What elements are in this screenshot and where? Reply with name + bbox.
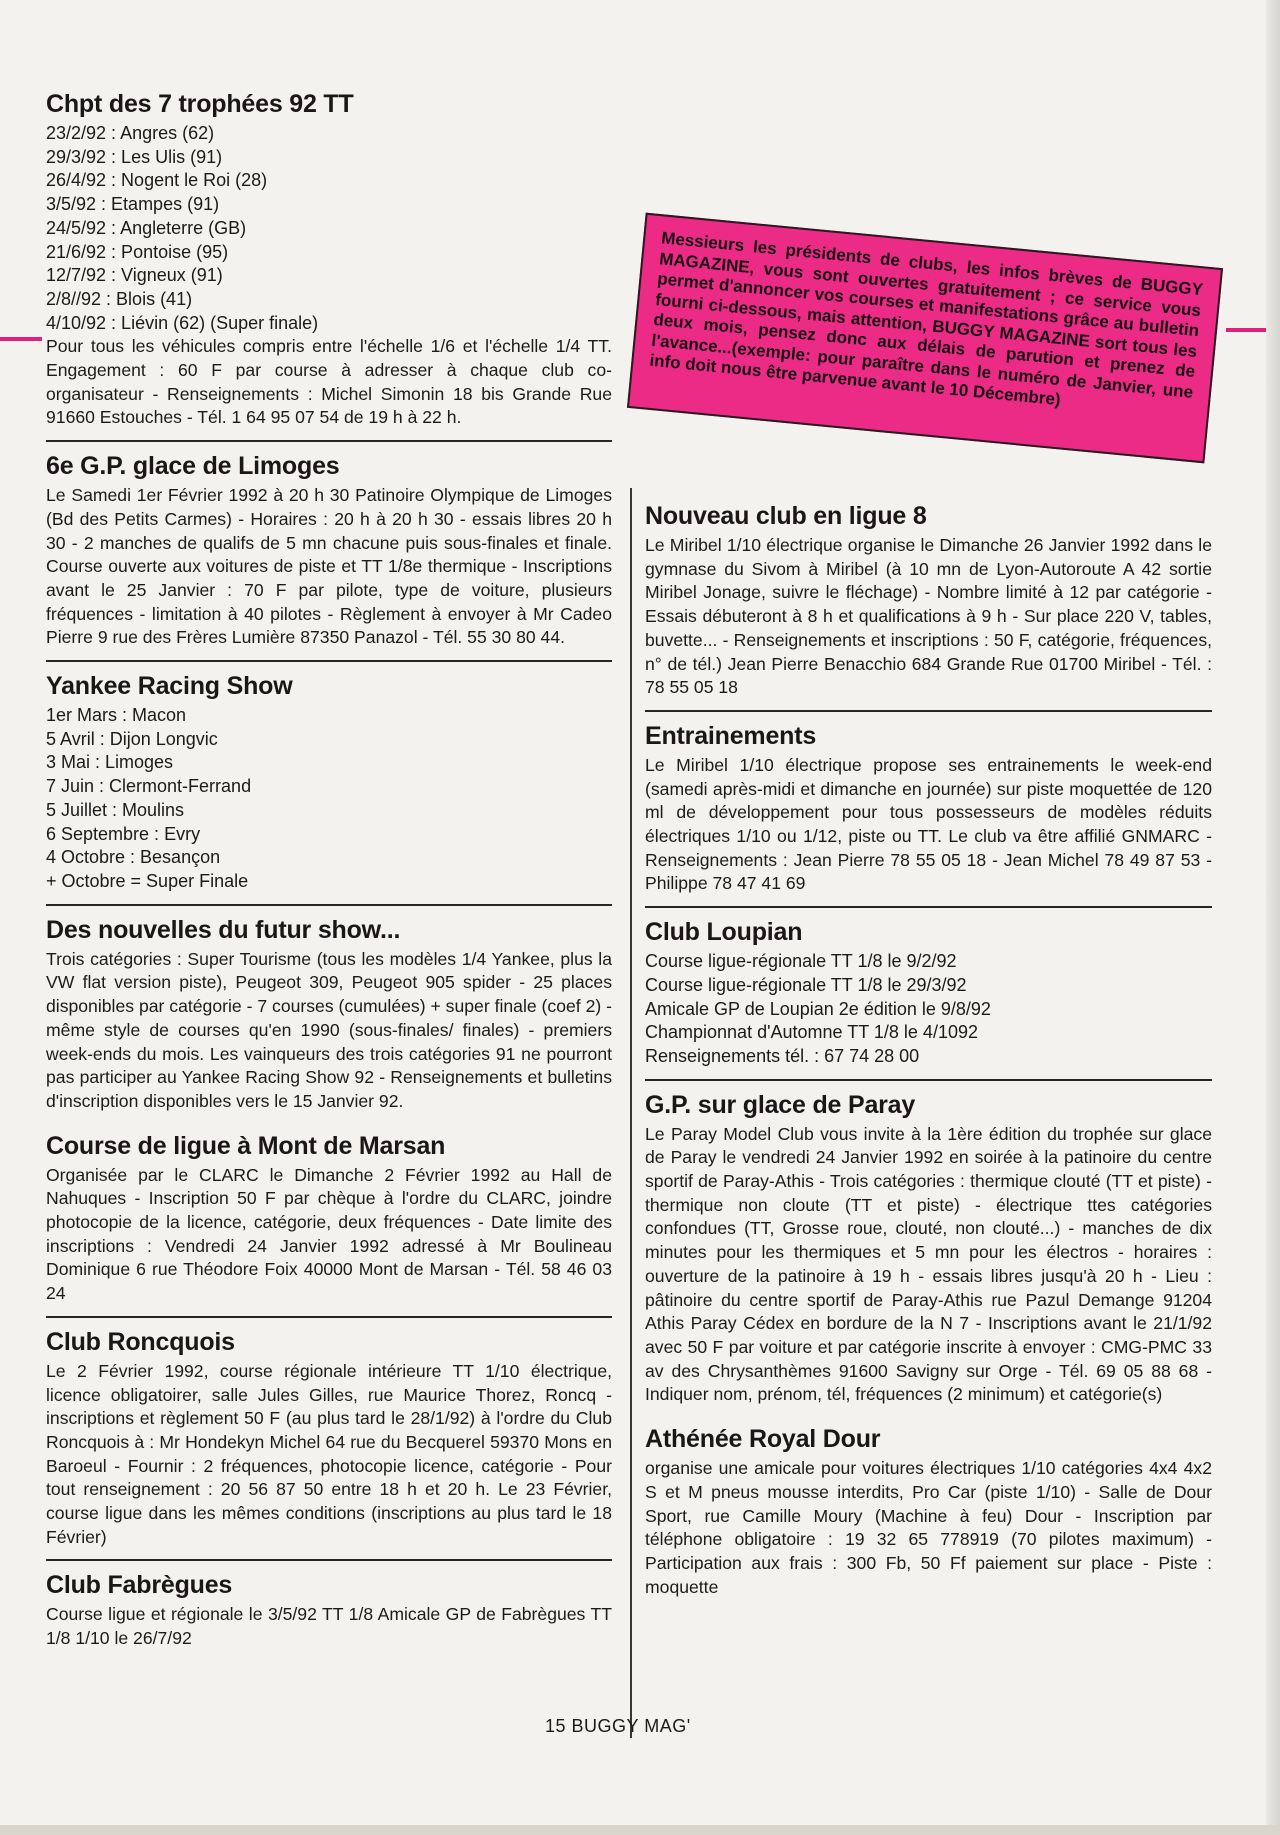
section-divider <box>645 710 1212 712</box>
section-text: Organisée par le CLARC le Dimanche 2 Février 1992 au Hall de Nahuques - Inscription 50 F par chèque à l'ordre du CLARC, joindre photocopie de la licence, catégorie, deux fréquences - Date limite des inscriptions : Vendredi 24 Janvier 1992 adressé à Mr Boulineau Dominique 6 rue Théodore Foix 40000 Mont de Marsan - Tél. 58 46 03 24 <box>46 1164 612 1304</box>
editorial-notice-box <box>627 213 1223 464</box>
section-title: Club Fabrègues <box>46 1571 233 1600</box>
section-gp-glace-limoges <box>46 450 612 656</box>
list-item: Amicale GP de Loupian 2e édition le 9/8/92 <box>645 998 991 1019</box>
list-item: 26/4/92 : Nogent le Roi (28) <box>46 170 268 191</box>
list-item: 5 Avril : Dijon Longvic <box>46 728 218 749</box>
section-text: Le Paray Model Club vous invite à la 1ère édition du trophée sur glace de Paray le vendredi 24 Janvier 1992 en soirée à la patinoire du centre sportif de Paray-Athis - Trois catégories : thermique clouté (TT et piste) - thermique non cloute (TT et piste) - électrique ttes catégories confondues (TT, Grosse roue, clouté, non clouté...) - manches de dix minutes pour les thermiques et 5 mn pour les électros - horaires : ouverture de la patinoire à 19 h - essais libres jusqu'à 20 h - Lieu : pâtinoire du centre sportif de Paray-Athis rue Pazul Demange 91204 Athis Paray Cédex en bordure de la N 7 - Inscriptions avant le 21/1/92 avec 50 F par voiture et par catégorie inscrite à envoyer : CMG-PMC 33 av des Chrysanthèmes 91600 Savigny sur Orge - Tél. 69 05 88 68 - Indiquer nom, prénom, tél, fréquences (2 minimum) et catégorie(s) <box>645 1123 1212 1405</box>
section-divider <box>46 660 612 662</box>
page-bottom-edge <box>0 1825 1280 1835</box>
section-club-roncquois <box>46 1326 612 1556</box>
pink-margin-mark-left <box>0 337 42 341</box>
section-title: 6e G.P. glace de Limoges <box>46 452 340 481</box>
section-course-mont-de-marsan <box>46 1130 612 1312</box>
list-item: Course ligue-régionale TT 1/8 le 9/2/92 <box>645 951 957 972</box>
list-item: 5 Juillet : Moulins <box>46 799 185 820</box>
section-entrainements <box>645 720 1212 902</box>
column-divider <box>630 488 632 1738</box>
page-footer: 15 BUGGY MAG' <box>545 1716 691 1736</box>
list-item: 7 Juin : Clermont-Ferrand <box>46 776 252 797</box>
date-list <box>46 704 612 894</box>
list-item: 4/10/92 : Liévin (62) (Super finale) <box>46 312 319 333</box>
section-text: organise une amicale pour voitures électriques 1/10 catégories 4x4 4x2 S et M pneus mousse interdits, Pro Car (piste 1/10) - Salle de Dour Sport, rue Camille Moury (Machine à feu) Dour - Inscription par téléphone obligatoire : 19 32 65 778919 (70 pilotes maximum) - Participation aux frais : 300 Fb, 50 Ff paiement sur place - Piste : moquette <box>645 1458 1212 1597</box>
section-title: Des nouvelles du futur show... <box>46 915 401 944</box>
section-text: Le Miribel 1/10 électrique propose ses entrainements le week-end (samedi après-midi et dimanche en journée) sur piste moquettée de 120 ml de développement pour tous possesseurs de modèles réduits électriques 1/10 ou 1/12, piste ou TT. Le club va être affilié GNMARC - Renseignements : Jean Pierre 78 55 05 18 - Jean Michel 78 49 87 53 - Philippe 78 47 41 69 <box>645 754 1212 894</box>
section-divider <box>46 1559 612 1561</box>
list-item: Course ligue-régionale TT 1/8 le 29/3/92 <box>645 974 967 995</box>
section-divider <box>46 440 612 442</box>
list-item: 4 Octobre : Besançon <box>46 847 221 868</box>
list-item: 12/7/92 : Vigneux (91) <box>46 265 223 286</box>
section-text: Trois catégories : Super Tourisme (tous les modèles 1/4 Yankee, plus la VW flat version piste), Peugeot 309, Peugeot 905 spider - 25 places disponibles par catégorie - 7 courses (cumulées) + super finale (coef 2) - même style de courses qu'en 1990 (sous-finales/ finales) - premiers week-ends du mois. Les vainqueurs des trois catégories 91 ne pourront pas participer au Yankee Racing Show 92 - Renseignements et bulletins d'inscription disponibles vers le 15 Janvier 92. <box>46 948 612 1111</box>
section-title: Course de ligue à Mont de Marsan <box>46 1131 446 1160</box>
left-column <box>46 88 612 1657</box>
pink-margin-mark-right <box>1226 328 1266 332</box>
list-item: Championnat d'Automne TT 1/8 le 4/1092 <box>645 1022 978 1043</box>
page-edge <box>1266 0 1280 1835</box>
section-yankee-racing-show <box>46 670 612 900</box>
section-athenee-royal-dour <box>645 1423 1212 1605</box>
list-item: 21/6/92 : Pontoise (95) <box>46 241 229 262</box>
section-text: Le Miribel 1/10 électrique organise le Dimanche 26 Janvier 1992 dans le gymnase du Sivom à Miribel (à 10 mn de Lyon-Autoroute A 42 sortie Miribel Jonage, suivre le fléchage) - Nombre limité à 12 par catégorie - Essais débuteront à 8 h et qualifications à 9 h - Sur place 220 V, tables, buvette... - Renseignements et inscriptions : 50 F, catégorie, fréquences, n° de tél.) Jean Pierre Benacchio 684 Grande Rue 01700 Miribel - Tél. : 78 55 05 18 <box>645 535 1212 698</box>
section-title: Club Loupian <box>645 918 803 947</box>
section-divider <box>46 1316 612 1318</box>
section-title: Yankee Racing Show <box>46 672 293 701</box>
list-item: 3 Mai : Limoges <box>46 752 174 773</box>
date-list <box>46 122 612 335</box>
list-item: 2/8//92 : Blois (41) <box>46 288 193 309</box>
section-text: Le 2 Février 1992, course régionale intérieure TT 1/10 électrique, licence obligatoirer, salle Jules Gilles, rue Maurice Thorez, Roncq - inscriptions et règlement 50 F (au plus tard le 28/1/92) à l'ordre du Club Roncquois à : Mr Hondekyn Michel 64 rue du Becquerel 59370 Mons en Baroeul - Fournir : 2 fréquences, photocopie licence, catégorie - Pour tout renseignement : 20 56 87 50 entre 18 h et 20 h. Le 23 Février, course ligue dans les mêmes conditions (inscriptions au plus tard le 18 Février) <box>46 1360 612 1547</box>
section-club-fabregues <box>46 1569 612 1656</box>
section-text: Pour tous les véhicules compris entre l'échelle 1/6 et l'échelle 1/4 TT. Engagement : 60 F par course à adresser à chaque club co-organisateur - Renseignements : Michel Simonin 18 bis Grande Rue 91660 Estouches - Tél. 1 64 95 07 54 de 19 h à 22 h. <box>46 336 612 428</box>
section-title: Chpt des 7 trophées 92 TT <box>46 90 354 118</box>
section-title: Entrainements <box>645 721 817 750</box>
section-nouveau-club-ligue-8 <box>645 500 1212 706</box>
section-divider <box>645 906 1212 908</box>
section-chpt-7-trophees <box>46 88 612 436</box>
list-item: 24/5/92 : Angleterre (GB) <box>46 217 247 238</box>
list-item: + Octobre = Super Finale <box>46 870 249 891</box>
list-item: 6 Septembre : Evry <box>46 823 201 844</box>
section-text: Course ligue et régionale le 3/5/92 TT 1/8 Amicale GP de Fabrègues TT 1/8 1/10 le 26/7/92 <box>46 1604 612 1649</box>
editorial-notice-text: Messieurs les présidents de clubs, les infos brèves de BUGGY MAGAZINE, vous sont ouvertes gratuitement ; ce service vous permet d'annoncer vos courses et manifestations grâce au bulletin fourni ci-dessous, mais attention, BUGGY MAGAZINE sort tous les deux mois, pensez donc aux délais de parution et prenez de l'avance...(exemple: pour paraître dans le numéro de Janvier, une info doit nous être parvenue avant le 10 Décembre) <box>648 228 1204 410</box>
section-title: Athénée Royal Dour <box>645 1425 881 1454</box>
list-item: 23/2/92 : Angres (62) <box>46 123 215 143</box>
section-nouvelles-futur-show <box>46 914 612 1120</box>
list-item: 1er Mars : Macon <box>46 705 187 726</box>
list-item: Renseignements tél. : 67 74 28 00 <box>645 1045 920 1066</box>
section-club-loupian <box>645 916 1212 1075</box>
section-divider <box>46 904 612 906</box>
list-item: 29/3/92 : Les Ulis (91) <box>46 146 223 167</box>
section-gp-glace-paray <box>645 1089 1212 1413</box>
event-list <box>645 950 1212 1069</box>
right-column <box>645 500 1212 1605</box>
section-text: Le Samedi 1er Février 1992 à 20 h 30 Patinoire Olympique de Limoges (Bd des Petits Carmes) - Horaires : 20 h à 20 h 30 - essais libres 20 h 30 - 2 manches de qualifs de 5 mn chacune puis sous-finales et finale. Course ouverte aux voitures de piste et TT 1/8e thermique - Inscriptions avant le 25 Janvier : 70 F par pilote, type de voiture, plusieurs fréquences - limitation à 40 pilotes - Règlement à envoyer à Mr Cadeo Pierre 9 rue des Frères Lumière 87350 Panazol - Tél. 55 30 80 44. <box>46 485 612 648</box>
section-title: Club Roncquois <box>46 1327 235 1356</box>
section-title: G.P. sur glace de Paray <box>645 1090 916 1119</box>
list-item: 3/5/92 : Etampes (91) <box>46 194 220 215</box>
section-title: Nouveau club en ligue 8 <box>645 502 927 530</box>
section-divider <box>645 1079 1212 1081</box>
